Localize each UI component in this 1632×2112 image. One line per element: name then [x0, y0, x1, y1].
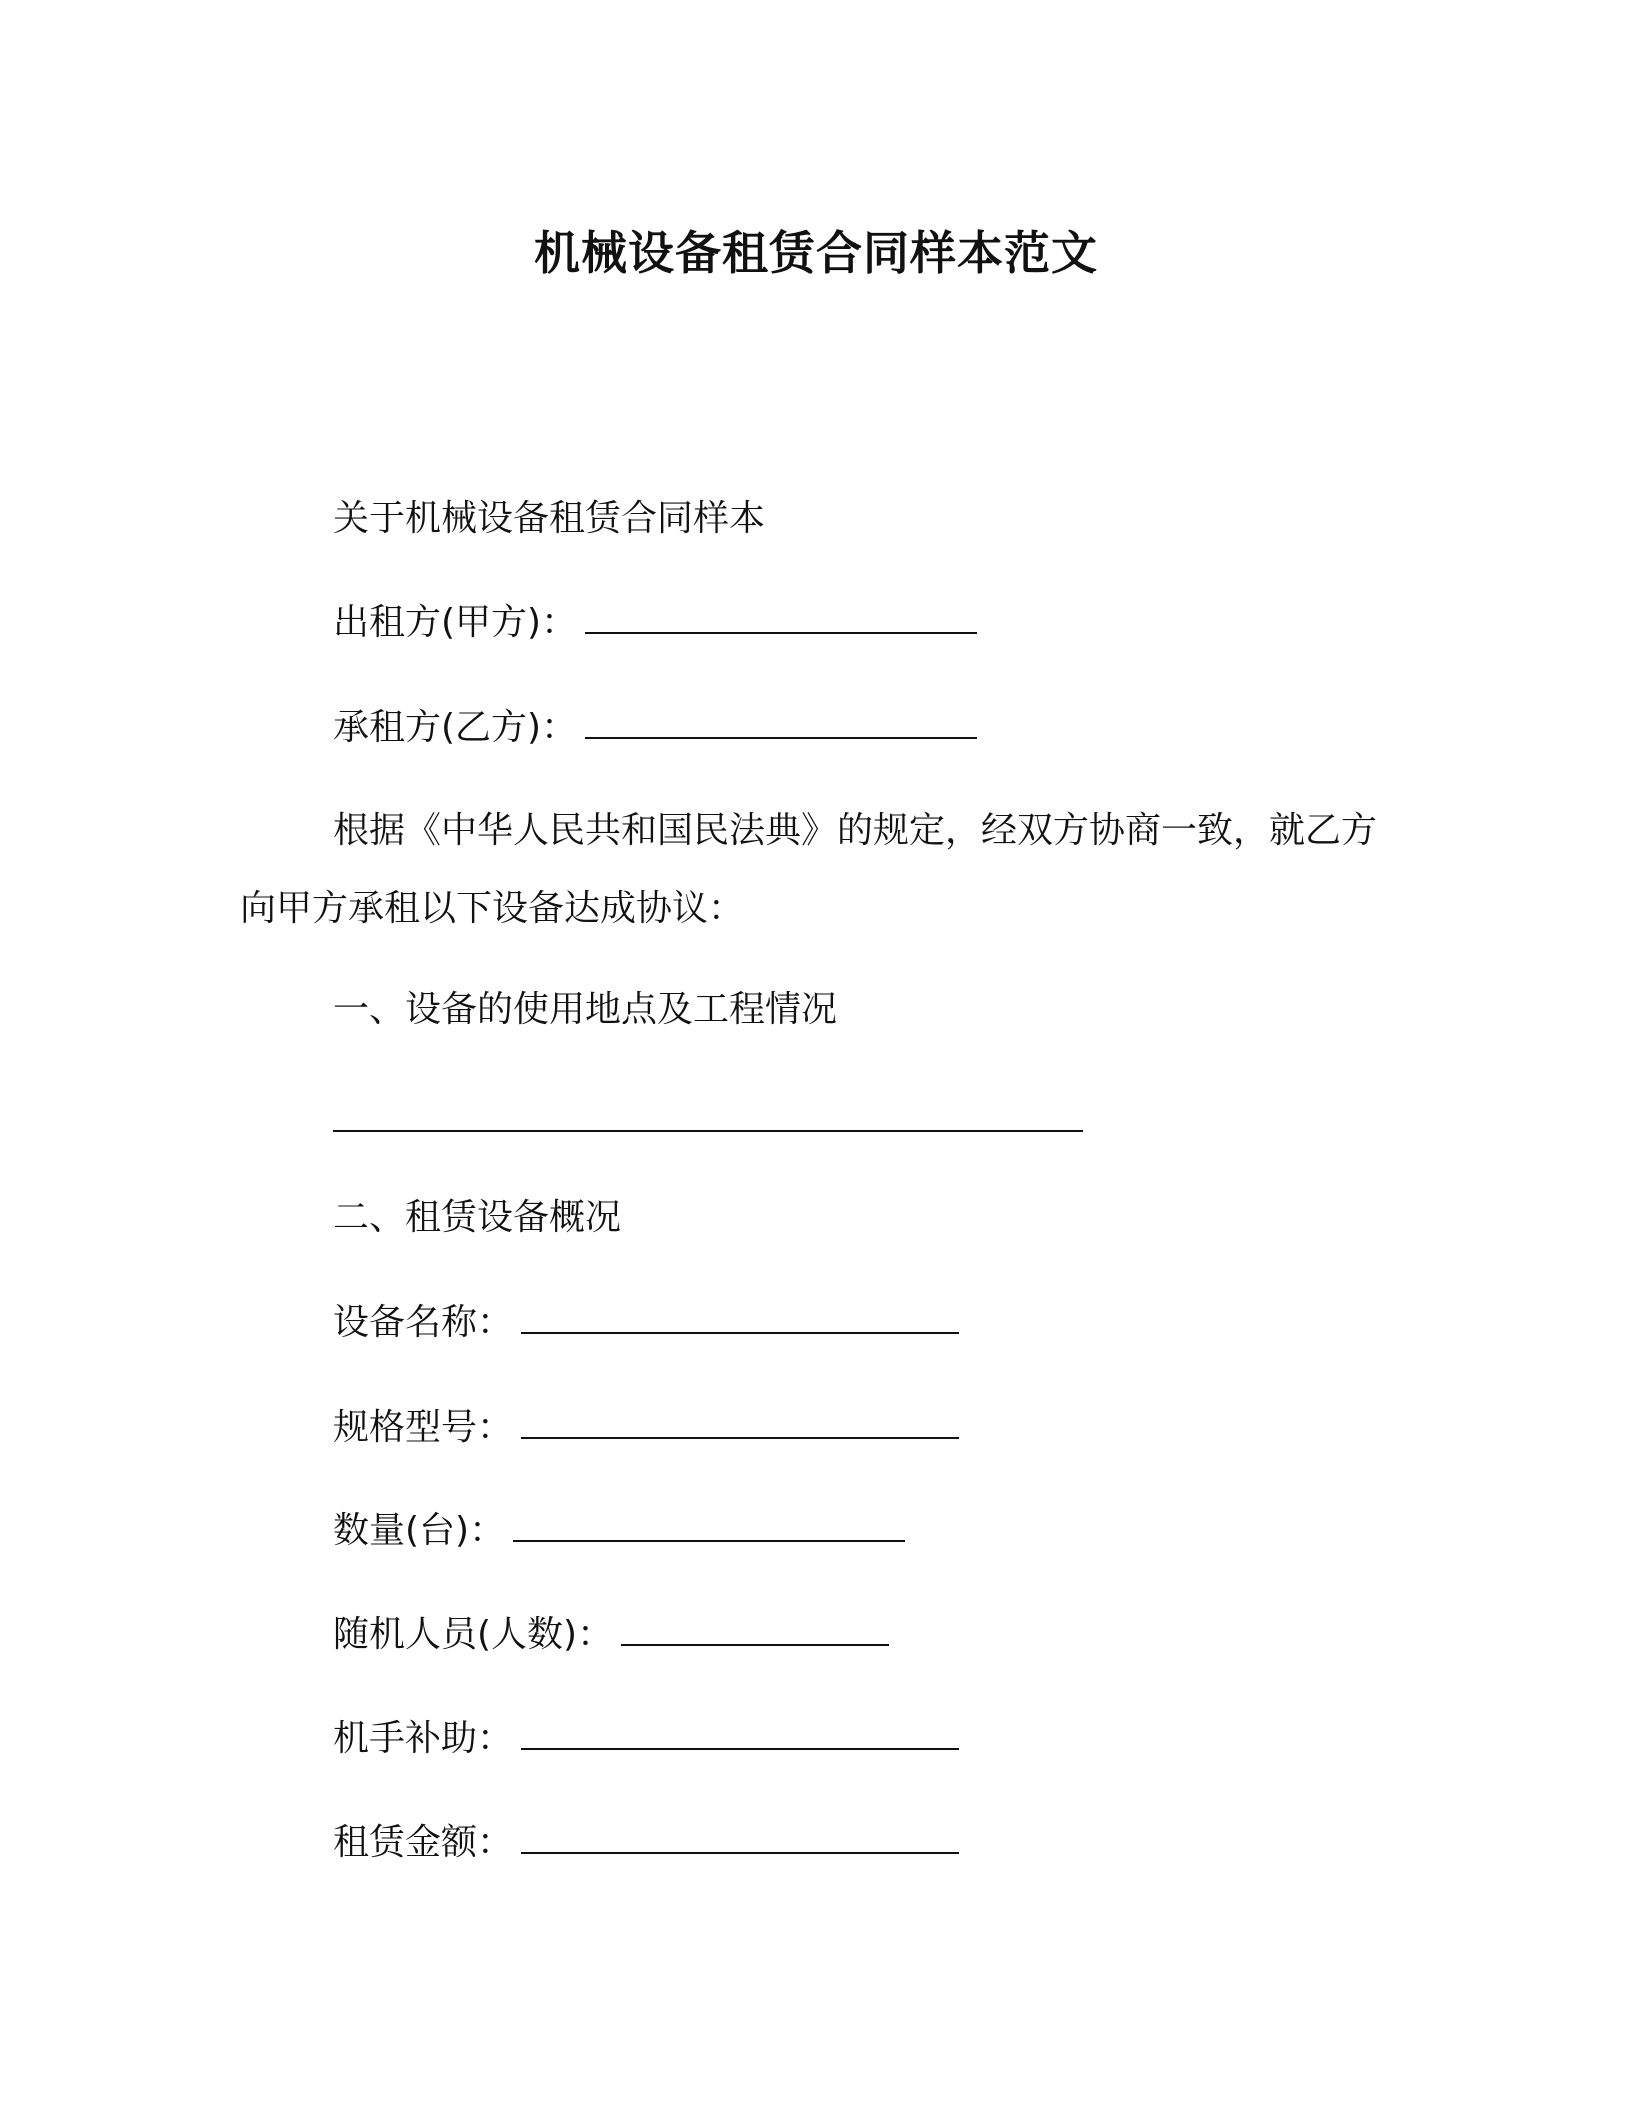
intro-paragraph: 根据《中华人民共和国民法典》的规定，经双方协商一致，就乙方向甲方承租以下设备达成协议：: [240, 810, 1378, 929]
rental-amount-label: 租赁金额：: [333, 1822, 514, 1863]
section1-heading: 一、设备的使用地点及工程情况: [333, 989, 838, 1030]
equipment-name-blank[interactable]: [521, 1298, 959, 1334]
operators-field: [333, 1610, 889, 1659]
lessor-label: 出租方(甲方)：: [333, 602, 578, 643]
quantity-label: 数量(台)：: [333, 1510, 506, 1551]
model-label: 规格型号：: [333, 1407, 514, 1448]
operator-subsidy-label: 机手补助：: [333, 1718, 514, 1759]
model-blank[interactable]: [521, 1403, 959, 1439]
operators-blank[interactable]: [621, 1610, 889, 1646]
section2-heading: 二、租赁设备概况: [333, 1197, 622, 1238]
model-field: [333, 1403, 959, 1452]
lessee-label: 承租方(乙方)：: [333, 707, 578, 748]
operator-subsidy-field: [333, 1714, 959, 1763]
rental-amount-blank[interactable]: [521, 1818, 959, 1854]
document-subtitle: 关于机械设备租赁合同样本: [333, 498, 766, 539]
rental-amount-field: [333, 1818, 959, 1867]
section1-blank[interactable]: [333, 1128, 1083, 1132]
lessor-field: [333, 598, 977, 647]
document-title: 机械设备租赁合同样本范文: [534, 226, 1098, 280]
equipment-name-field: [333, 1298, 959, 1347]
quantity-field: [333, 1506, 905, 1555]
operator-subsidy-blank[interactable]: [521, 1714, 959, 1750]
equipment-name-label: 设备名称：: [333, 1302, 514, 1343]
lessor-blank[interactable]: [585, 598, 977, 634]
lessee-field: [333, 703, 977, 752]
operators-label: 随机人员(人数)：: [333, 1614, 614, 1655]
quantity-blank[interactable]: [513, 1506, 905, 1542]
lessee-blank[interactable]: [585, 703, 977, 739]
